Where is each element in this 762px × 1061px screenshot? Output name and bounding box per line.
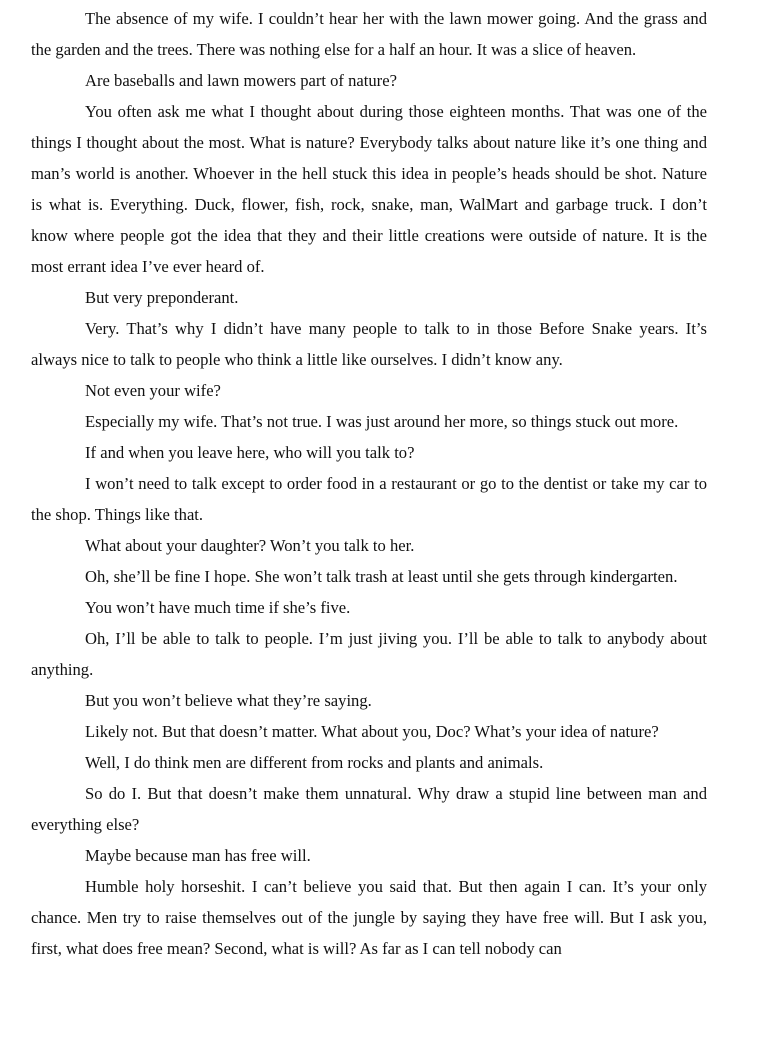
paragraph-9: I won’t need to talk except to order food in a restaurant or go to the dentist or take my car to the shop. Things like that. [31, 474, 707, 524]
paragraph-3: You often ask me what I thought about during those eighteen months. That was one of the things I thought about the most. What is nature? Everybody talks about nature like it’s one thing and man’s world is another. Whoever in the hell stuck this idea in people’s heads should be shot. Nature is what is. Everything. Duck, flower, fish, rock, snake, man, WalMart and garbage truck. I don’t know where people got the idea that they and their little creations were outside of nature. It is the most errant idea I’ve ever heard of. [31, 102, 707, 276]
paragraph-8: If and when you leave here, who will you talk to? [85, 443, 415, 462]
paragraph-10: What about your daughter? Won’t you talk to her. [85, 536, 415, 555]
paragraph-14: But you won’t believe what they’re saying. [85, 691, 372, 710]
paragraph-7: Especially my wife. That’s not true. I was just around her more, so things stuck out more. [85, 412, 679, 431]
paragraph-18: Maybe because man has free will. [85, 846, 311, 865]
paragraph-12: You won’t have much time if she’s five. [85, 598, 351, 617]
document-page [31, 3, 707, 964]
paragraph-5: Very. That’s why I didn’t have many people to talk to in those Before Snake years. It’s always nice to talk to people who think a little like ourselves. I didn’t know any. [31, 319, 707, 369]
paragraph-4: But very preponderant. [85, 288, 239, 307]
paragraph-13: Oh, I’ll be able to talk to people. I’m just jiving you. I’ll be able to talk to anybody about anything. [31, 629, 707, 679]
paragraph-1: The absence of my wife. I couldn’t hear her with the lawn mower going. And the grass and the garden and the trees. There was nothing else for a half an hour. It was a slice of heaven. [31, 9, 707, 59]
paragraph-6: Not even your wife? [85, 381, 221, 400]
paragraph-11: Oh, she’ll be fine I hope. She won’t talk trash at least until she gets through kindergarten. [85, 567, 678, 586]
paragraph-17: So do I. But that doesn’t make them unnatural. Why draw a stupid line between man and everything else? [31, 784, 707, 834]
paragraph-15: Likely not. But that doesn’t matter. What about you, Doc? What’s your idea of nature? [85, 722, 659, 741]
paragraph-19: Humble holy horseshit. I can’t believe you said that. But then again I can. It’s your only chance. Men try to raise themselves out of the jungle by saying they have free will. But I ask you, first, what does free mean? Second, what is will? As far as I can tell nobody can [31, 877, 707, 958]
paragraph-2: Are baseballs and lawn mowers part of nature? [85, 71, 397, 90]
paragraph-16: Well, I do think men are different from rocks and plants and animals. [85, 753, 544, 772]
